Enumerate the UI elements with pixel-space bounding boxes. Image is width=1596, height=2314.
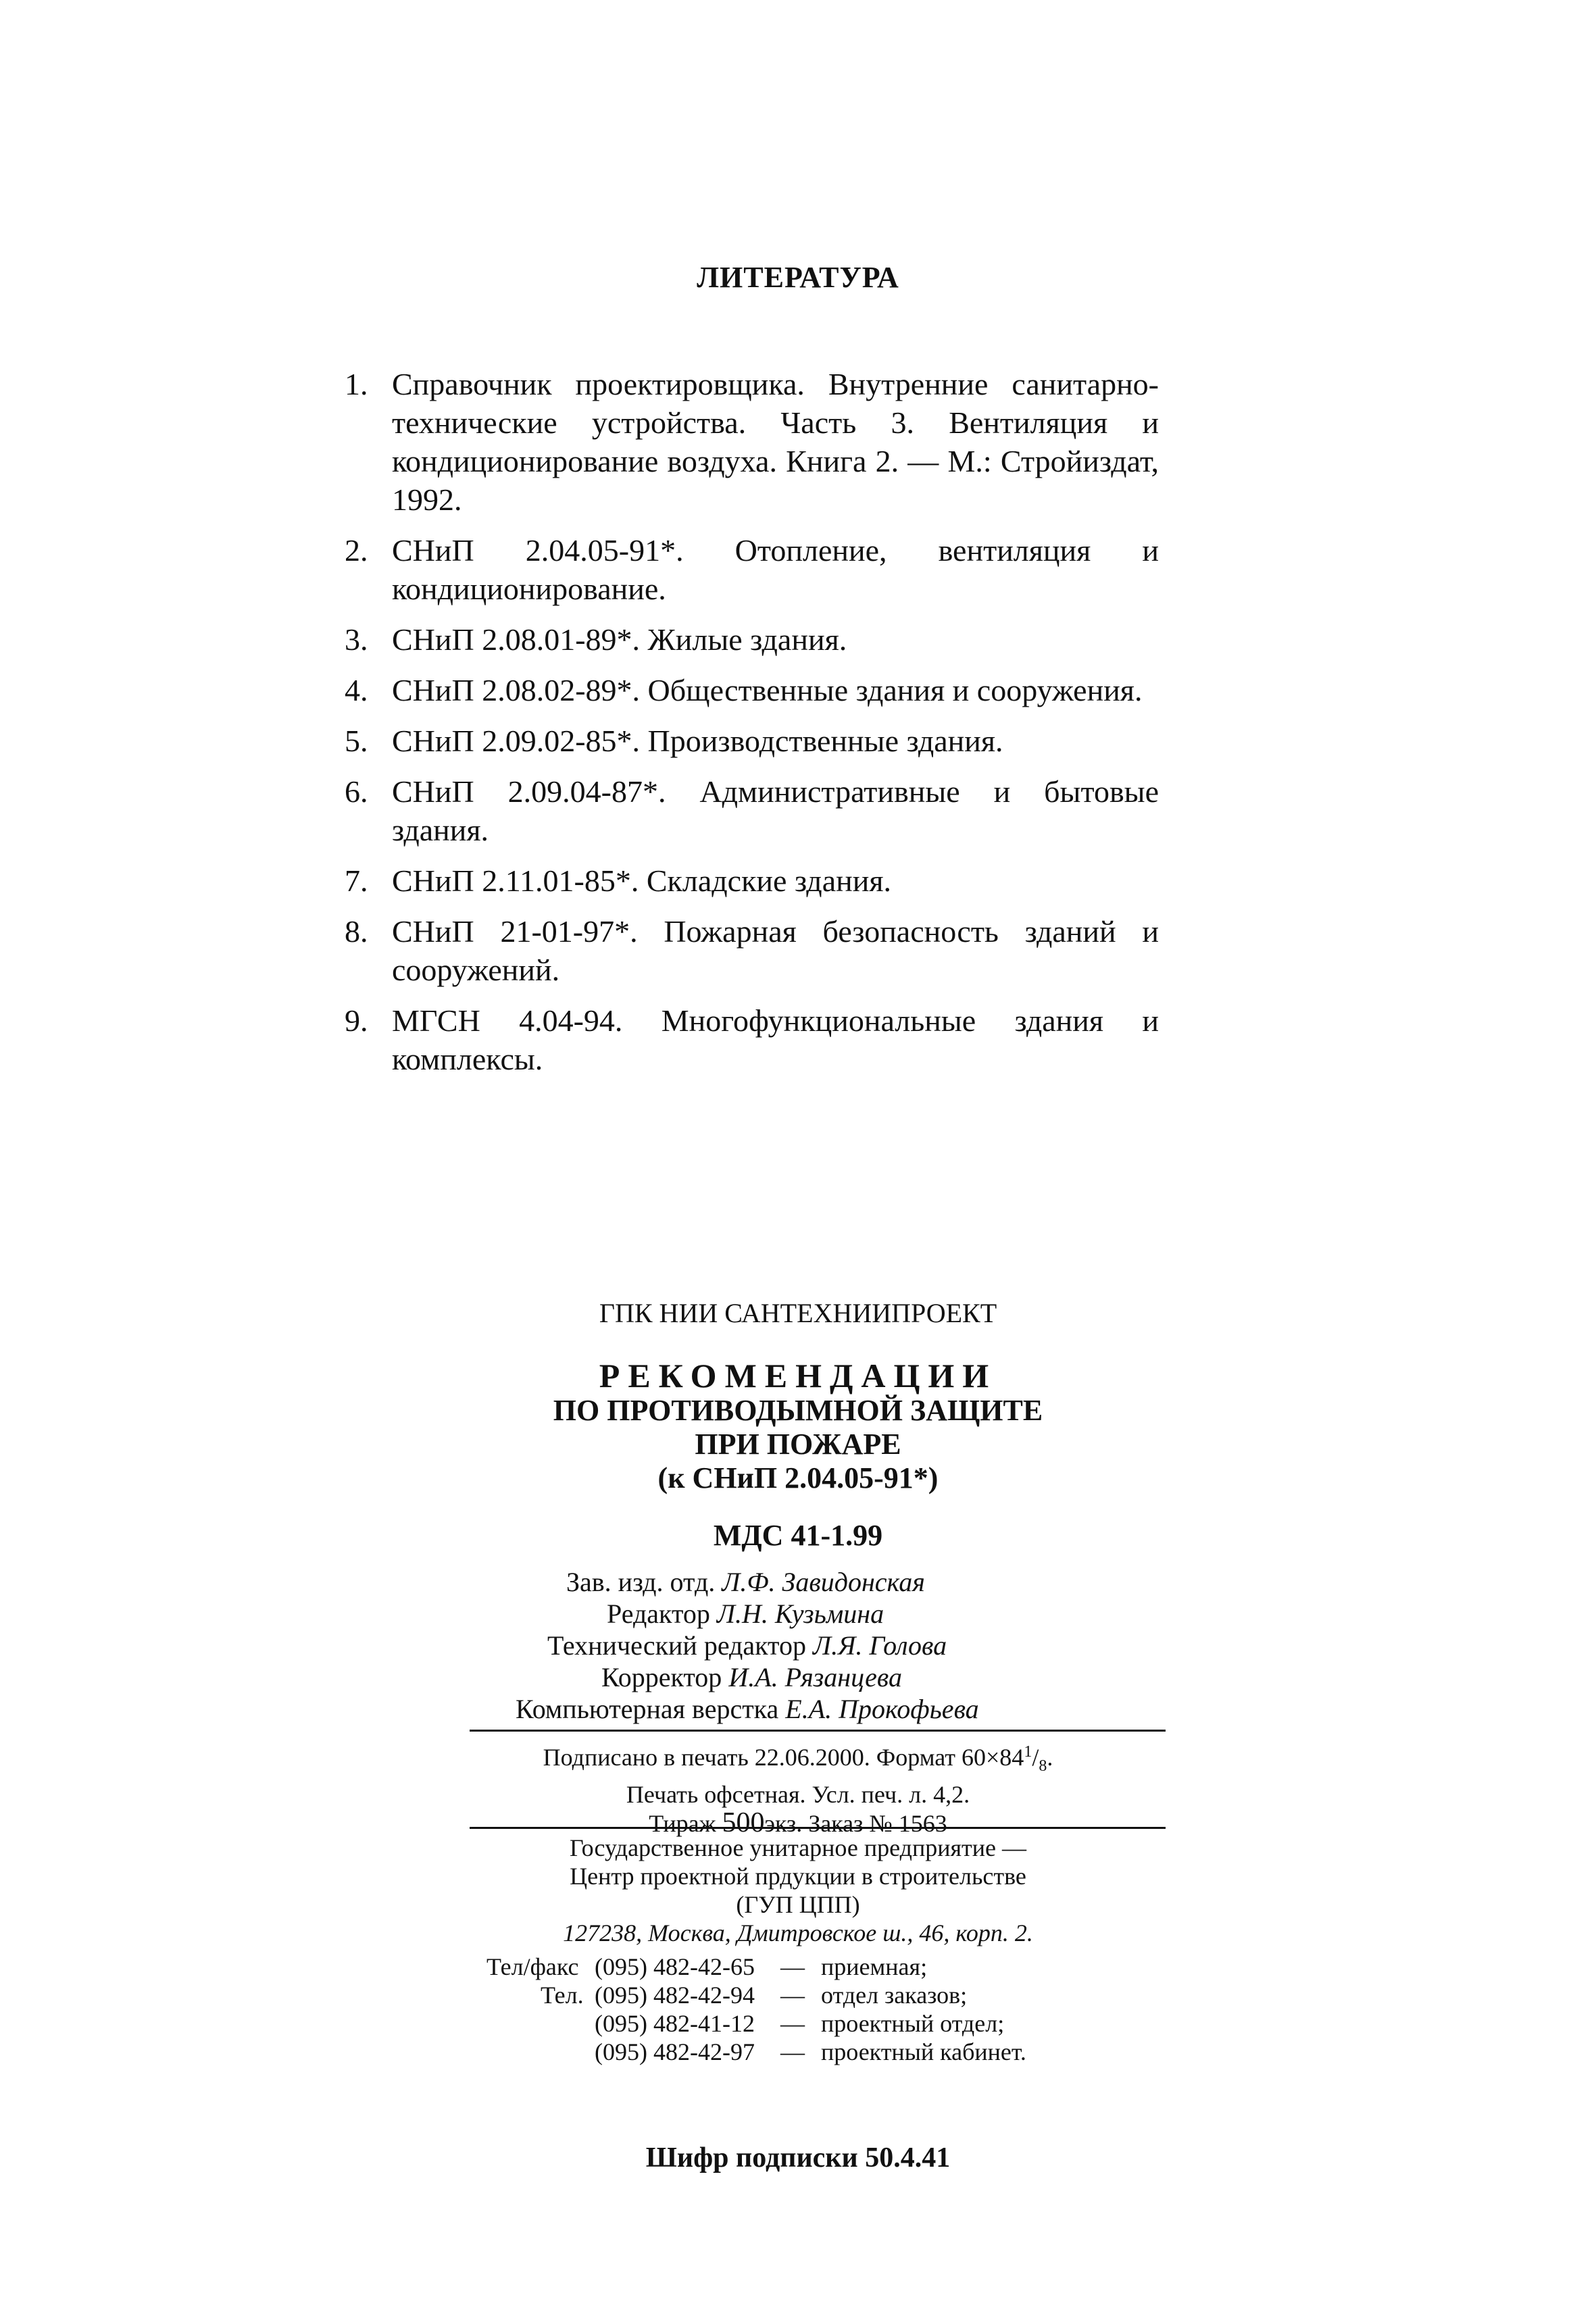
contact-phone: (095) 482-41-12 [595, 2010, 755, 2037]
publisher-line: Государственное унитарное предприятие — [569, 1834, 1027, 1861]
reference-item [345, 531, 1159, 608]
credit-name: И.А. Рязанцева [728, 1662, 902, 1692]
reference-number: 6. [345, 774, 368, 809]
reference-number: 1. [345, 367, 368, 401]
contact-separator: — [780, 2010, 805, 2037]
credit-role: Зав. изд. отд. [566, 1567, 716, 1597]
references-list [345, 365, 1159, 1090]
recommendations-subtitle-1: ПО ПРОТИВОДЫМНОЙ ЗАЩИТЕ [553, 1394, 1043, 1427]
divider-line [470, 1827, 1166, 1829]
credit-name: Л.Я. Голова [813, 1630, 947, 1661]
print-info [0, 1738, 1596, 1838]
credit-role: Редактор [607, 1599, 710, 1629]
reference-text: МГСН 4.04-94. Многофункциональные здания и комплексы. [392, 1003, 1159, 1076]
reference-number: 4. [345, 673, 368, 707]
print-info-line: Печать офсетная. Усл. печ. л. 4,2. [626, 1781, 970, 1809]
reference-number: 3. [345, 622, 368, 657]
publisher-block [0, 1834, 1596, 1947]
contact-separator: — [780, 1953, 805, 1980]
recommendations-subtitle-2: ПРИ ПОЖАРЕ [695, 1428, 901, 1461]
contact-description: проектный кабинет. [821, 2038, 1026, 2065]
credit-name: Л.Н. Кузьмина [716, 1599, 884, 1629]
reference-text: СНиП 2.08.01-89*. Жилые здания. [392, 622, 847, 657]
contact-separator: — [780, 1982, 805, 2009]
recommendations-title: РЕКОМЕНДАЦИИ [599, 1357, 997, 1394]
credit-line [566, 1566, 925, 1598]
contact-phone: (095) 482-42-65 [595, 1953, 755, 1980]
reference-text: СНиП 2.09.04-87*. Административные и бытовые здания. [392, 774, 1159, 847]
credit-line [547, 1630, 947, 1661]
reference-text: СНиП 2.08.02-89*. Общественные здания и сооружения. [392, 673, 1143, 707]
reference-item [345, 861, 1159, 900]
reference-text: СНиП 21-01-97*. Пожарная безопасность зданий и сооружений. [392, 914, 1159, 987]
reference-number: 2. [345, 533, 368, 568]
credit-line [601, 1661, 902, 1693]
contact-description: проектный отдел; [821, 2010, 1005, 2037]
reference-text: СНиП 2.11.01-85*. Складские здания. [392, 863, 892, 898]
reference-number: 8. [345, 914, 368, 949]
publisher-line: (ГУП ЦПП) [736, 1891, 860, 1918]
reference-item [345, 620, 1159, 659]
contact-label: Тел. [541, 1982, 584, 2009]
credit-line [516, 1693, 979, 1725]
imprint-title-block [0, 1297, 1596, 1553]
contact-description: отдел заказов; [821, 1982, 968, 2009]
reference-item [345, 722, 1159, 760]
print-info-line: Подписано в печать 22.06.2000. Формат $60\times 84^1/_8$. [543, 1743, 1053, 1776]
subscription-cipher: Шифр подписки 50.4.41 [645, 2142, 951, 2173]
reference-text: СНиП 2.09.02-85*. Производственные здания. [392, 724, 1003, 758]
contact-phone: (095) 482-42-94 [595, 1982, 755, 2009]
credit-role: Компьютерная верстка [516, 1694, 779, 1724]
credit-role: Технический редактор [547, 1630, 807, 1661]
reference-item [345, 772, 1159, 849]
fraction-numerator: 1 [1024, 1743, 1032, 1761]
credit-name: Л.Ф. Завидонская [722, 1567, 925, 1597]
credit-name: Е.А. Прокофьева [785, 1694, 979, 1724]
reference-number: 7. [345, 863, 368, 898]
contact-description: приемная; [821, 1953, 928, 1980]
reference-item [345, 912, 1159, 989]
fraction-denominator: 8 [1039, 1757, 1047, 1776]
publisher-line: Центр проектной прдукции в строительстве [570, 1863, 1026, 1890]
print-run: 500 [722, 1807, 765, 1839]
credit-role: Корректор [601, 1662, 722, 1692]
document-code: МДС 41-1.99 [713, 1519, 883, 1552]
reference-item [345, 365, 1159, 519]
contact-separator: — [780, 2038, 805, 2065]
recommendations-subtitle-3: (к СНиП 2.04.05-91*) [657, 1461, 939, 1494]
reference-number: 9. [345, 1003, 368, 1038]
reference-item [345, 1001, 1159, 1078]
publisher-address: 127238, Москва, Дмитровское ш., 46, корп. 2. [563, 1919, 1033, 1946]
reference-text: Справочник проектировщика. Внутренние санитарно-технические устройства. Часть 3. Вентиляция и кондиционирование воздуха. Книга 2. — М.: Стройиздат, 1992. [392, 367, 1159, 517]
contact-phone: (095) 482-42-97 [595, 2038, 755, 2065]
reference-item [345, 671, 1159, 709]
credit-line [607, 1598, 884, 1630]
divider-line [470, 1730, 1166, 1732]
print-info-line: Тираж 500экз. Заказ № 1563 [649, 1807, 947, 1839]
contact-row [0, 2009, 1596, 2038]
organization-name: ГПК НИИ САНТЕХНИИПРОЕКТ [599, 1298, 997, 1328]
contact-label: Тел/факс [487, 1953, 579, 1980]
contact-row [0, 2038, 1596, 2066]
reference-text: СНиП 2.04.05-91*. Отопление, вентиляция и кондиционирование. [392, 533, 1159, 606]
reference-number: 5. [345, 724, 368, 758]
contact-row [0, 1953, 1596, 1981]
contact-row [0, 1981, 1596, 2009]
literature-title: ЛИТЕРАТУРА [697, 261, 899, 294]
